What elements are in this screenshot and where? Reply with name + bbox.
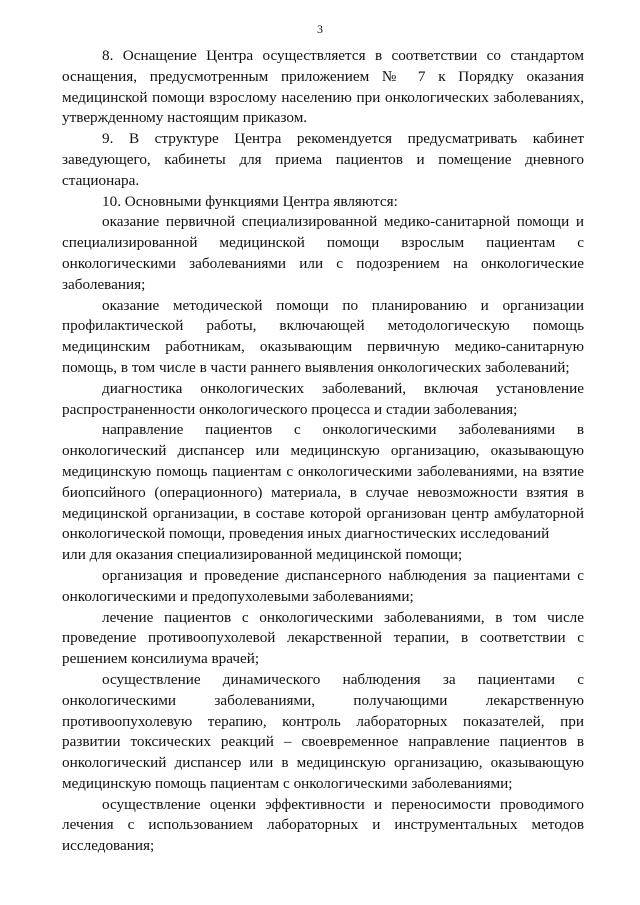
paragraph-8-equipment: 8. Оснащение Центра осуществляется в соответствии со стандартом оснащения, предусмотренным приложением № 7 к Порядку оказания медицинской помощи взрослому населению при онкологических заболеваниях, утвержденному настоящим приказом. xyxy=(62,47,584,127)
function-item: направление пациентов с онкологическими заболеваниями в онкологический диспансер или медицинскую организацию, оказывающую медицинскую помощь пациентам с онкологическими заболеваниями, на взятие биопсийного (операционного) материала, в случае невозможности взятия в медицинской организации, в составе которой организован центр амбулаторной онкологической помощи, проведения иных диагностических исследований xyxy=(62,421,584,543)
function-item: организация и проведение диспансерного наблюдения за пациентами с онкологическими и предопухолевыми заболеваниями; xyxy=(62,566,584,605)
function-item-continuation: или для оказания специализированной медицинской помощи; xyxy=(62,546,463,564)
document-body xyxy=(62,46,584,857)
paragraph-9-structure: 9. В структуре Центра рекомендуется предусматривать кабинет заведующего, кабинеты для приема пациентов и помещение дневного стационара. xyxy=(62,130,584,189)
function-item: оказание первичной специализированной медико-санитарной помощи и специализированной медицинской помощи взрослым пациентам с онкологическими заболеваниями или с подозрением на онкологические заболевания; xyxy=(62,213,584,293)
page-number: 3 xyxy=(317,22,323,36)
function-item: осуществление динамического наблюдения за пациентами с онкологическими заболеваниями, получающими лекарственную противоопухолевую терапию, контроль лабораторных показателей, при развитии токсических реакций – своевременное направление пациентов в онкологический диспансер или в медицинскую организацию, оказывающую медицинскую помощь пациентам с онкологическими заболеваниями; xyxy=(62,670,584,792)
function-item: диагностика онкологических заболеваний, включая установление распространенности онкологического процесса и стадии заболевания; xyxy=(62,379,584,418)
function-item: лечение пациентов с онкологическими заболеваниями, в том числе проведение противоопухолевой лекарственной терапии, в соответствии с решением консилиума врачей; xyxy=(62,608,584,668)
function-item: осуществление оценки эффективности и переносимости проводимого лечения с использованием лабораторных и инструментальных методов исследования; xyxy=(62,795,584,855)
paragraph-10-functions-heading: 10. Основными функциями Центра являются: xyxy=(102,192,398,210)
function-item: оказание методической помощи по планированию и организации профилактической работы, включающей методологическую помощь медицинским работникам, оказывающим первичную медико-санитарную помощь, в том числе в части раннего выявления онкологических заболеваний; xyxy=(62,296,584,376)
